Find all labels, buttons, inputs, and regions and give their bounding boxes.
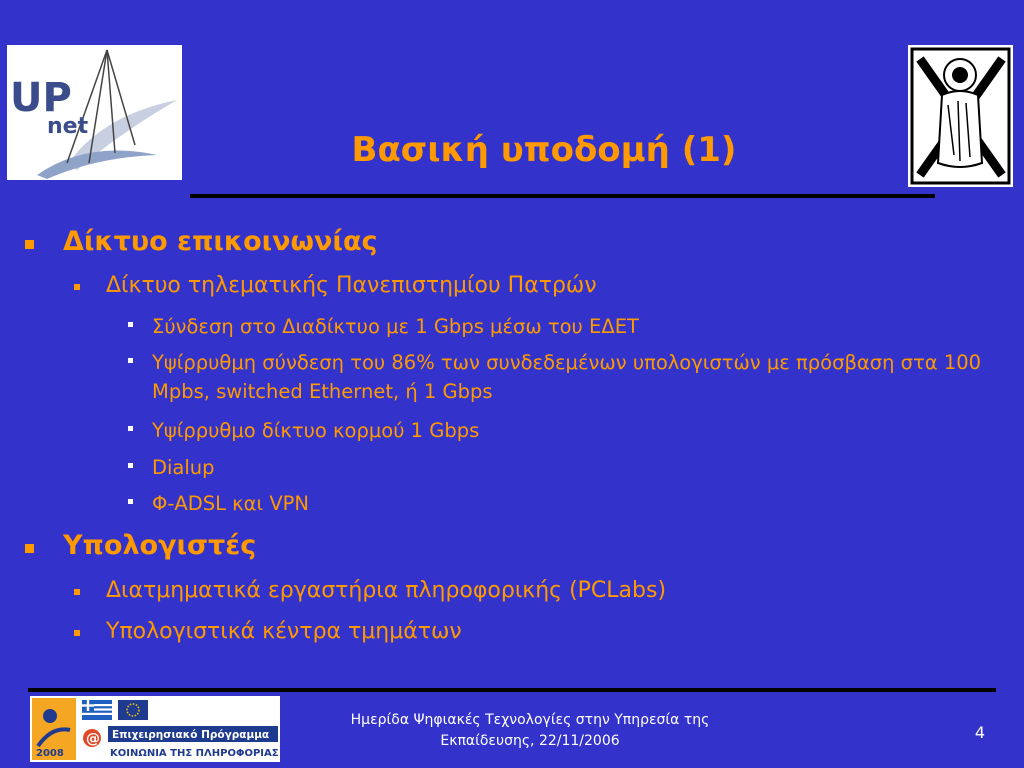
bullet-marker — [74, 284, 80, 290]
svg-text:2008: 2008 — [36, 748, 64, 759]
bullet-marker — [25, 544, 34, 553]
svg-text:ΚΟΙΝΩΝΙΑ ΤΗΣ ΠΛΗΡΟΦΟΡΙΑΣ: ΚΟΙΝΩΝΙΑ ΤΗΣ ΠΛΗΡΟΦΟΡΙΑΣ — [110, 748, 279, 759]
footer-line2: Εκπαίδευσης, 22/11/2006 — [440, 733, 620, 749]
section-heading-computers: Υπολογιστές — [63, 530, 257, 561]
information-society-logo-graphic — [30, 696, 280, 762]
svg-text:@: @ — [86, 731, 100, 747]
list-item: Υψίρρυθμη σύνδεση του 86% των συνδεδεμένων υπολογιστών με πρόσβαση στα 100 Mpbs, switched Ethernet, ή 1 Gbps — [152, 351, 982, 403]
list-item: Υψίρρυθμο δίκτυο κορμού 1 Gbps — [152, 419, 480, 442]
section-heading-network: Δίκτυο επικοινωνίας — [63, 226, 378, 257]
bullet-marker — [128, 358, 133, 363]
svg-text:net: net — [47, 114, 89, 139]
svg-text:UP: UP — [10, 75, 72, 121]
information-society-logo — [30, 696, 280, 762]
list-item: Φ-ADSL και VPN — [152, 492, 310, 515]
network-sub-label: Δίκτυο τηλεματικής Πανεπιστημίου Πατρών — [106, 273, 597, 298]
bullet-marker — [128, 499, 133, 504]
svg-text:Επιχειρησιακό Πρόγραμμα: Επιχειρησιακό Πρόγραμμα — [112, 729, 270, 741]
list-item: Dialup — [152, 456, 215, 479]
bullet-marker — [128, 322, 133, 327]
bullet-marker — [25, 240, 34, 249]
footer-divider — [28, 688, 996, 692]
list-item: Διατμηματικά εργαστήρια πληροφορικής (PCLabs) — [106, 578, 667, 603]
list-item: Σύνδεση στο Διαδίκτυο με 1 Gbps μέσω του ΕΔΕΤ — [152, 315, 639, 338]
bullet-marker — [74, 630, 80, 636]
footer-line1: Ημερίδα Ψηφιακές Τεχνολογίες στην Υπηρεσία της — [350, 712, 710, 728]
page-number: 4 — [974, 723, 986, 742]
footer-caption — [290, 710, 770, 752]
bullet-marker — [128, 426, 133, 431]
list-item: Υπολογιστικά κέντρα τμημάτων — [106, 619, 462, 644]
bullet-marker — [74, 589, 80, 595]
bullet-marker — [128, 463, 133, 468]
slide-title: Βασική υποδομή (1) — [351, 130, 737, 170]
